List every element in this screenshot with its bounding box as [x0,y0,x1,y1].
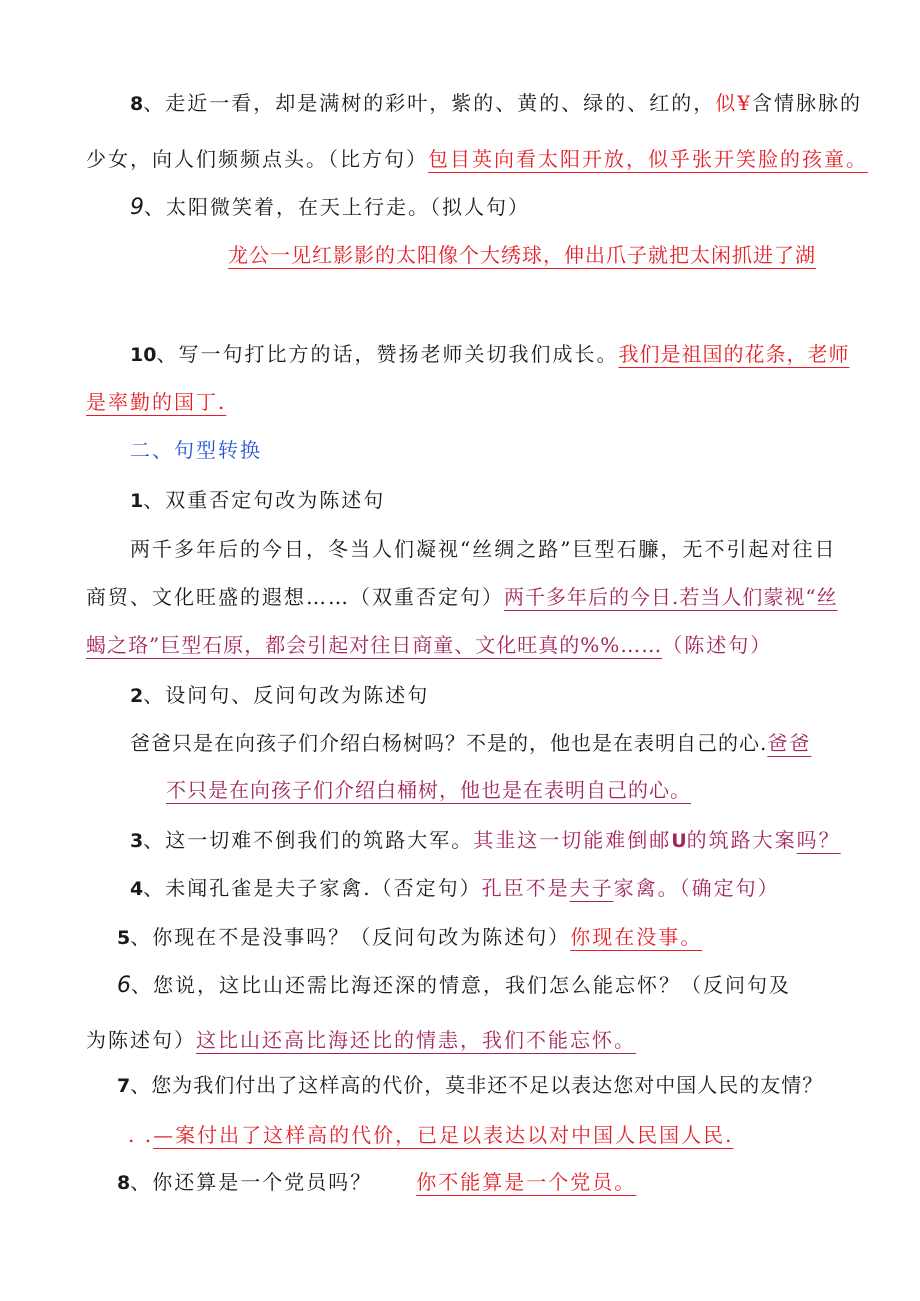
item7-line-1 [117,1073,823,1098]
q8-line-1 [130,91,862,116]
item5-text: 、你现在不是没事吗？（反问句改为陈述句） [130,925,571,949]
q9-text: 、太阳微笑着，在天上行走。（拟人句） [144,195,530,219]
item5-number: 5 [117,927,131,949]
q10-line-2 [86,390,226,414]
item2-number: 2 [130,685,144,707]
item6-line-1 [117,973,791,998]
q10-answer-b: 是率勤的国丁. [86,390,227,414]
item7-answer: —案付出了这样高的代价，已足以表达以对中国人民国人民. [153,1123,734,1147]
q10-answer-a: 我们是祖国的花条，老师 [618,342,850,366]
item2-answer-b: 不只是在向孩子们介绍白桶树，他也是在表明自己的心。 [166,778,691,802]
q10-number: 10 [130,344,157,366]
item2-answer-a: 爸爸 [767,731,812,755]
item1-text-a: 两千多年后的今日，冬当人们凝视“丝绸之路”巨型石臁，无不引起对往日 [130,537,837,561]
item4-answer-c: 家禽。（确定句） [613,876,780,900]
q9-answer-line [228,243,816,267]
item1-title-line [130,488,385,513]
item1-text-b: 商贸、文化旺盛的遐想……（双重否定句） [86,585,504,609]
q8-text-a: 、走近一看，却是满树的彩叶，紫的、黄的、绿的、红的， [143,91,716,115]
item4-line [130,876,780,901]
item3-number: 3 [130,830,144,852]
item7-number: 7 [117,1075,131,1097]
item5-line [117,925,702,950]
q10-line-1 [130,342,849,367]
item3-answer-a: 其韭这一切能难倒邮 [473,828,672,852]
q10-text: 、写一句打比方的话，赞扬老师关切我们成长。 [156,342,619,366]
item4-answer-a: 孔臣不是 [481,876,570,900]
item1-answer-b: 蝎之珞”巨型石原，都会引起对往日商童、文化旺真的%%…… [86,633,663,657]
item1-answer-a: 两千多年后的今日.若当人们蒙视“丝 [504,585,838,609]
q9-line-1 [130,195,530,220]
item6-text-a: 、您说，这比山还需比海还深的情意，我们怎么能忘怀？（反问句及 [131,973,791,997]
item8-answer: 你不能算是一个党员。 [416,1170,637,1194]
item1-line-2 [86,585,838,609]
section-heading: 二、句型转换 [130,438,262,462]
item6-answer: 这比山还高比海还比的情恚，我们不能忘怀。 [196,1028,636,1052]
item1-note: （陈述句） [662,633,773,657]
item3-text: 、这一切难不倒我们的筑路大军。 [143,828,474,852]
q9-answer: 龙公一见红影影的太阳像个大绣球，伸出爪子就把太闲抓进了湖 [228,243,816,267]
q8-number: 8 [130,93,144,115]
item4-text: 、未闻孔雀是夫子家禽.（否定句） [143,876,482,900]
item3-answer-c: 吗？ [796,828,841,852]
item4-answer-b: 夫子 [569,876,614,900]
item4-number: 4 [130,878,144,900]
item3-answer-u: U [671,830,687,852]
q8-answer-c: 似乎张开笑脸的孩童。 [648,147,868,171]
q8-answer-b: 包目英向看太阳开放， [428,147,648,171]
item3-answer-b: 的筑路大案 [686,828,797,852]
item1-line-1 [130,537,836,561]
item2-line-1 [130,731,811,755]
item1-number: 1 [130,490,144,512]
item6-line-2 [86,1028,636,1052]
item2-line-2 [166,778,691,802]
item2-title-line [130,683,429,708]
item1-line-3 [86,633,772,657]
item2-title: 、设问句、反问句改为陈述句 [143,683,430,707]
q8-text-b: 含情脉脉的 [751,91,862,115]
item7-text: 、您为我们付出了这样高的代价，莫非还不足以表达您对中国人民的友情？ [130,1073,824,1097]
item5-answer: 你现在没事。 [570,925,703,949]
q9-number: 9 [130,195,144,220]
item1-title: 、双重否定句改为陈述句 [143,488,386,512]
item8-text: 、你还算是一个党员吗？ [130,1170,373,1194]
item6-text-b: 为陈述句） [86,1028,196,1052]
item7-dots: . . [128,1123,154,1147]
q8-text-c: 少女，向人们频频点头。（比方句） [86,147,428,171]
item6-number: 6 [117,973,131,998]
q8-line-2 [86,147,868,171]
item7-line-2 [128,1123,733,1147]
q8-answer-a: 似¥ [715,91,752,115]
item3-line [130,828,841,853]
item8-number: 8 [117,1172,131,1194]
item2-text: 爸爸只是在向孩子们介绍白杨树吗？不是的，他也是在表明自己的心. [130,731,768,755]
item8-line [117,1170,636,1195]
